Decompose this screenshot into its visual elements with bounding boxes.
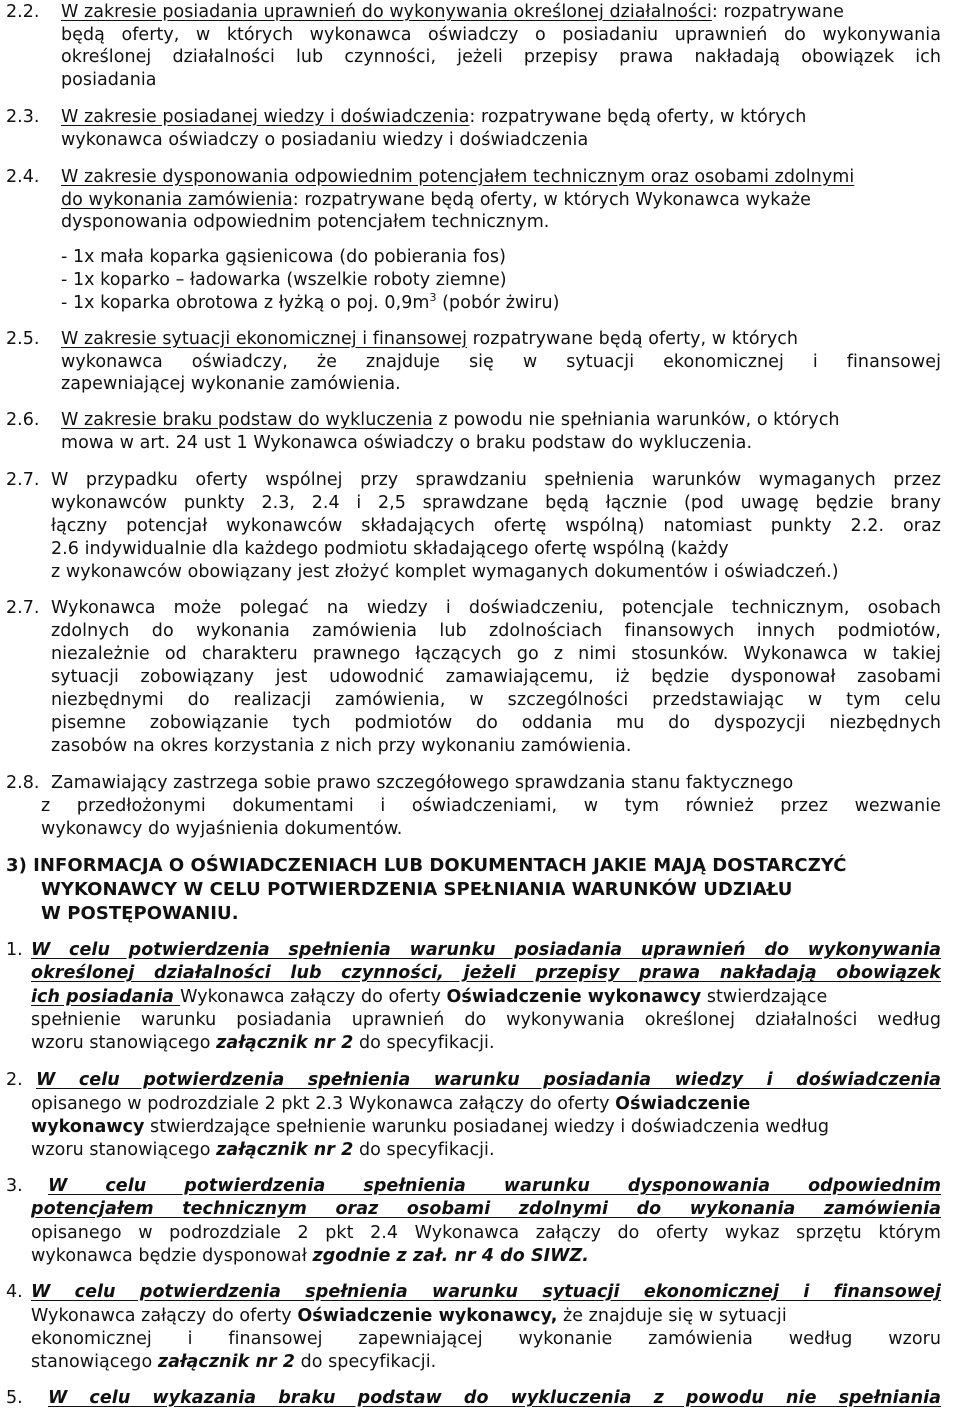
section-line: W zakresie posiadanej wiedzy i doświadczenia: rozpatrywane będą oferty, w których — [61, 107, 807, 127]
section-number: 2.5. — [6, 329, 40, 349]
section-line: dysponowania odpowiednim potencjałem technicznym. — [61, 212, 550, 232]
item-line: określonej działalności lub czynności, jeżeli przepisy prawa nakładają obowiązek — [31, 963, 941, 983]
list-item: - 1x koparka obrotowa z łyżką o poj. $0,9m^3$ (pobór żwiru) — [61, 291, 560, 313]
section-line: wykonawca oświadczy, że znajduje się w sytuacji ekonomicznej i finansowej — [61, 352, 941, 372]
section-line: wykonawcy do wyjaśnienia dokumentów. — [41, 819, 403, 839]
section-line: łączny potencjał wykonawców składających ofertę wspólną) natomiast punkty 2.2. oraz — [51, 516, 941, 536]
item-line: ich posiadania Wykonawca załączy do oferty Oświadczenie wykonawcy stwierdzające — [31, 987, 828, 1007]
section-number: 2.4. — [6, 167, 40, 187]
item-line: ekonomicznej i finansowej zapewniającej wykonanie zamówienia według wzoru — [31, 1329, 941, 1349]
list-item: - 1x koparko – ładowarka (wszelkie roboty ziemne) — [61, 270, 507, 290]
item-line: Wykonawca załączy do oferty Oświadczenie wykonawcy, że znajduje się w sytuacji — [31, 1306, 787, 1326]
section-line: sytuacji zobowiązany jest udowodnić zamawiającemu, iż będzie dysponował zasobami — [51, 667, 941, 687]
section-number: 2.7. — [6, 598, 40, 618]
section-line: niezbędnymi do realizacji zamówienia, w szczególności przedstawiając w tym celu — [51, 690, 941, 710]
section-number: 2.7. — [6, 470, 40, 490]
section-line: do wykonania zamówienia: rozpatrywane będą oferty, w których Wykonawca wykaże — [61, 190, 811, 210]
section-number: 2.8. — [6, 773, 40, 793]
section-line: W przypadku oferty wspólnej przy sprawdzaniu spełnienia warunków wymaganych przez — [51, 470, 941, 490]
section-line: niezależnie od charakteru prawnego łączących go z nimi stosunków. Wykonawca w takiej — [51, 644, 941, 664]
item-number: 5. — [6, 1388, 23, 1408]
item-line: stanowiącego załącznik nr 2 do specyfikacji. — [31, 1352, 437, 1372]
item-number: 1. — [6, 940, 23, 960]
item-line: wykonawcy stwierdzające spełnienie warunku posiadanej wiedzy i doświadczenia według — [31, 1117, 830, 1137]
section-line: W zakresie dysponowania odpowiednim potencjałem technicznym oraz osobami zdolnymi — [61, 167, 855, 187]
section-number: 2.6. — [6, 410, 40, 430]
item-line: W celu potwierdzenia spełnienia warunku sytuacji ekonomicznej i finansowej — [31, 1282, 941, 1302]
section-line: posiadania — [61, 70, 157, 90]
item-line: wzoru stanowiącego załącznik nr 2 do specyfikacji. — [31, 1033, 495, 1053]
item-line: W celu potwierdzenia spełnienia warunku posiadania uprawnień do wykonywania — [31, 940, 941, 960]
item-line: opisanego w podrozdziale 2 pkt 2.3 Wykonawca załączy do oferty Oświadczenie — [31, 1094, 751, 1114]
item-number: 3. — [6, 1176, 23, 1196]
item-line: wykonawca będzie dysponował zgodnie z zał. nr 4 do SIWZ. — [31, 1246, 589, 1266]
section-line: Zamawiający zastrzega sobie prawo szczegółowego sprawdzania stanu faktycznego — [51, 773, 794, 793]
section-line: będą oferty, w których wykonawca oświadczy o posiadaniu uprawnień do wykonywania — [61, 25, 941, 45]
item-line: wzoru stanowiącego załącznik nr 2 do specyfikacji. — [31, 1140, 495, 1160]
section-line: pisemne zobowiązanie tych podmiotów do oddania mu do dyspozycji niezbędnych — [51, 713, 941, 733]
item-line: W celu potwierdzenia spełnienia warunku posiadania wiedzy i doświadczenia — [36, 1070, 941, 1090]
section-line: 2.6 indywidualnie dla każdego podmiotu składającego ofertę wspólną (każdy — [51, 539, 729, 559]
heading-line: 3) INFORMACJA O OŚWIADCZENIACH LUB DOKUMENTACH JAKIE MAJĄ DOSTARCZYĆ — [6, 855, 847, 876]
item-line: opisanego w podrozdziale 2 pkt 2.4 Wykonawca załączy do oferty wykaz sprzętu którym — [31, 1223, 941, 1243]
section-line: z wykonawców obowiązany jest złożyć komplet wymaganych dokumentów i oświadczeń.) — [51, 562, 839, 582]
section-line: W zakresie sytuacji ekonomicznej i finansowej rozpatrywane będą oferty, w których — [61, 329, 799, 349]
section-number: 2.2. — [6, 2, 40, 22]
heading-line: WYKONAWCY W CELU POTWIERDZENIA SPEŁNIANIA WARUNKÓW UDZIAŁU — [41, 879, 793, 900]
list-item: - 1x mała koparka gąsienicowa (do pobierania fos) — [61, 247, 506, 267]
section-line: z przedłożonymi dokumentami i oświadczeniami, w tym również przez wezwanie — [41, 796, 941, 816]
section-line: W zakresie posiadania uprawnień do wykonywania określonej działalności: rozpatrywane — [61, 2, 844, 22]
item-line: potencjałem technicznym oraz osobami zdolnymi do wykonania zamówienia — [31, 1199, 941, 1219]
item-number: 4. — [6, 1282, 23, 1302]
section-line: zasobów na okres korzystania z nich przy wykonaniu zamówienia. — [51, 736, 632, 756]
item-line: spełnienie warunku posiadania uprawnień do wykonywania określonej działalności według — [31, 1010, 941, 1030]
section-line: zdolnych do wykonania zamówienia lub zdolnościach finansowych innych podmiotów, — [51, 621, 941, 641]
item-line: W celu potwierdzenia spełnienia warunku dysponowania odpowiednim — [48, 1176, 941, 1196]
item-number: 2. — [6, 1070, 23, 1090]
section-line: zapewniającej wykonanie zamówienia. — [61, 374, 401, 394]
item-line: W celu wykazania braku podstaw do wykluczenia z powodu nie spełniania — [48, 1388, 941, 1408]
heading-line: W POSTĘPOWANIU. — [41, 903, 239, 924]
section-number: 2.3. — [6, 107, 40, 127]
section-line: mowa w art. 24 ust 1 Wykonawca oświadczy o braku podstaw do wykluczenia. — [61, 433, 753, 453]
section-line: określonej działalności lub czynności, jeżeli przepisy prawa nakładają obowiązek ich — [61, 47, 941, 67]
section-line: Wykonawca może polegać na wiedzy i doświadczeniu, potencjale technicznym, osobach — [51, 598, 941, 618]
section-line: wykonawców punkty 2.3, 2.4 i 2,5 sprawdzane będą łącznie (pod uwagę będzie brany — [51, 493, 941, 513]
section-line: W zakresie braku podstaw do wykluczenia z powodu nie spełniania warunków, o których — [61, 410, 840, 430]
section-line: wykonawca oświadczy o posiadaniu wiedzy i doświadczenia — [61, 130, 589, 150]
